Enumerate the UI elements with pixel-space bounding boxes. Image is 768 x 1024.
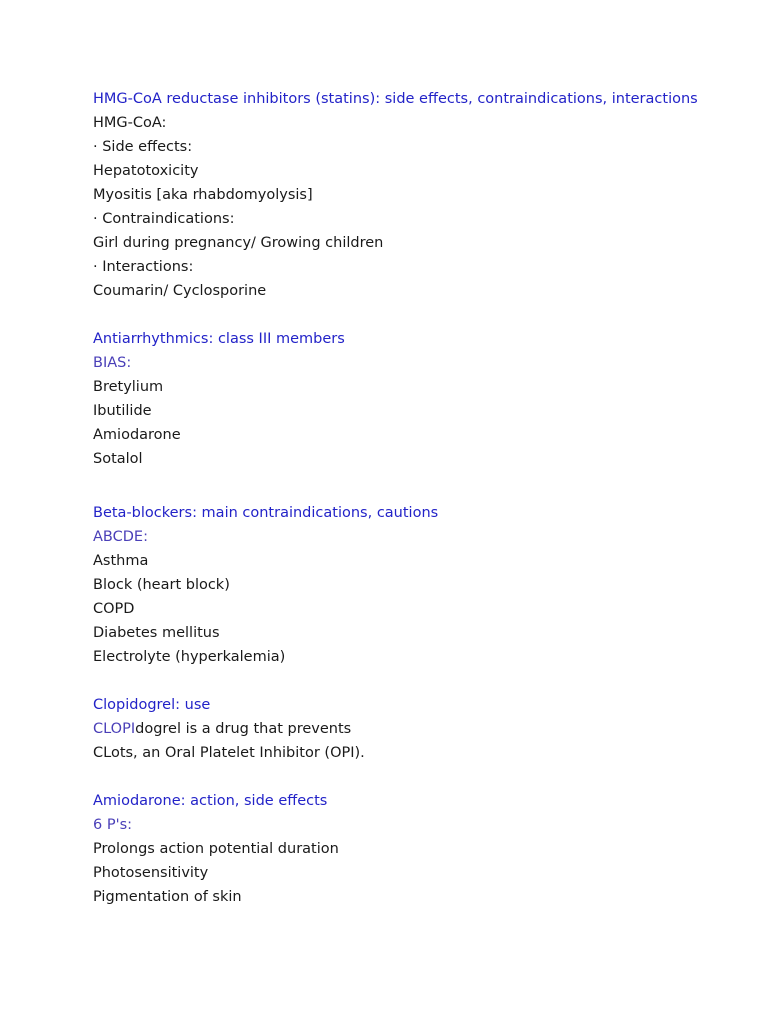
list-item: · Contraindications:: [93, 211, 235, 227]
document-page: [93, 87, 733, 909]
list-item: Asthma: [93, 553, 149, 569]
spacer: [93, 765, 733, 789]
list-item: Hepatotoxicity: [93, 163, 199, 179]
list-item: Pigmentation of skin: [93, 889, 242, 905]
list-item: Sotalol: [93, 451, 143, 467]
list-item: Bretylium: [93, 379, 164, 395]
section-title: Beta-blockers: main contraindications, cautions: [93, 505, 439, 521]
section-title: Antiarrhythmics: class III members: [93, 331, 345, 347]
section-title: HMG-CoA reductase inhibitors (statins): side effects, contraindications, interactions: [93, 91, 698, 107]
list-item: Block (heart block): [93, 577, 230, 593]
spacer: [93, 669, 733, 693]
mnemonic-label: HMG-CoA:: [93, 115, 167, 131]
list-item: · Interactions:: [93, 259, 194, 275]
section-title: Clopidogrel: use: [93, 697, 211, 713]
section-antiarrhythmics: [93, 327, 733, 471]
list-item: CLots, an Oral Platelet Inhibitor (OPI).: [93, 745, 365, 761]
list-item: Girl during pregnancy/ Growing children: [93, 235, 384, 251]
list-item: Ibutilide: [93, 403, 152, 419]
section-amiodarone: [93, 789, 733, 909]
list-item: Photosensitivity: [93, 865, 209, 881]
list-item: Electrolyte (hyperkalemia): [93, 649, 286, 665]
section-title: Amiodarone: action, side effects: [93, 793, 328, 809]
list-item: COPD: [93, 601, 135, 617]
mnemonic-label: 6 P's:: [93, 817, 133, 833]
mnemonic-label: BIAS:: [93, 355, 132, 371]
mnemonic-rest: dogrel is a drug that prevents: [135, 721, 352, 737]
list-item: Coumarin/ Cyclosporine: [93, 283, 267, 299]
list-item: Amiodarone: [93, 427, 181, 443]
spacer: [93, 303, 733, 327]
mnemonic-label: ABCDE:: [93, 529, 148, 545]
spacer: [93, 471, 733, 501]
section-clopidogrel: [93, 693, 733, 765]
list-item: · Side effects:: [93, 139, 193, 155]
mnemonic-line: [93, 717, 733, 741]
mnemonic-prefix: CLOPI: [93, 721, 136, 737]
list-item: Diabetes mellitus: [93, 625, 220, 641]
list-item: Prolongs action potential duration: [93, 841, 339, 857]
list-item: Myositis [aka rhabdomyolysis]: [93, 187, 313, 203]
section-statins: [93, 87, 733, 303]
section-beta-blockers: [93, 501, 733, 669]
